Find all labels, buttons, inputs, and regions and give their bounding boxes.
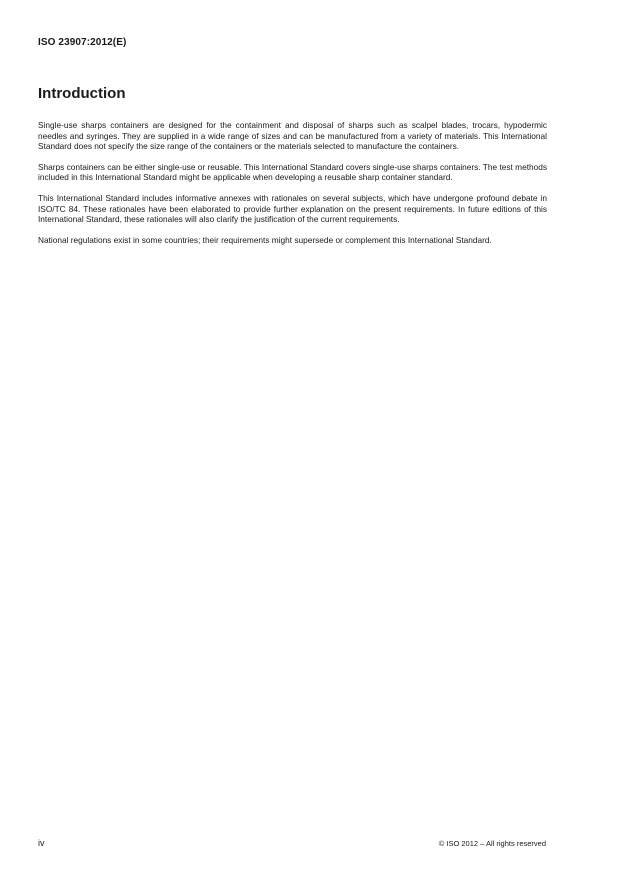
section-title: Introduction <box>38 85 126 102</box>
paragraph-2: Sharps containers can be either single-use or reusable. This International Standard covers single-use sharps containers. The test methods included in this International Standard might be applicable when developing a reusable sharp container standard. <box>38 161 547 183</box>
document-id-header: ISO 23907:2012(E) <box>38 37 127 48</box>
copyright-notice: © ISO 2012 – All rights reserved <box>438 839 546 848</box>
page-number: iv <box>38 838 45 848</box>
paragraph-3: This International Standard includes informative annexes with rationales on several subjects, which have undergone profound debate in ISO/TC 84. These rationales have been elaborated to provide further explanation on the present requirements. In future editions of this International Standard, these rationales will also clarify the justification of the current requirements. <box>38 192 547 225</box>
paragraph-4: National regulations exist in some countries; their requirements might supersede or complement this International Standard. <box>38 234 492 245</box>
introduction-body <box>38 120 547 255</box>
paragraph-1: Single-use sharps containers are designed for the containment and disposal of sharps such as scalpel blades, trocars, hypodermic needles and syringes. They are supplied in a wide range of sizes and can be manufactured from a variety of materials. This International Standard does not specify the size range of the containers or the materials selected to manufacture the containers. <box>38 120 547 152</box>
